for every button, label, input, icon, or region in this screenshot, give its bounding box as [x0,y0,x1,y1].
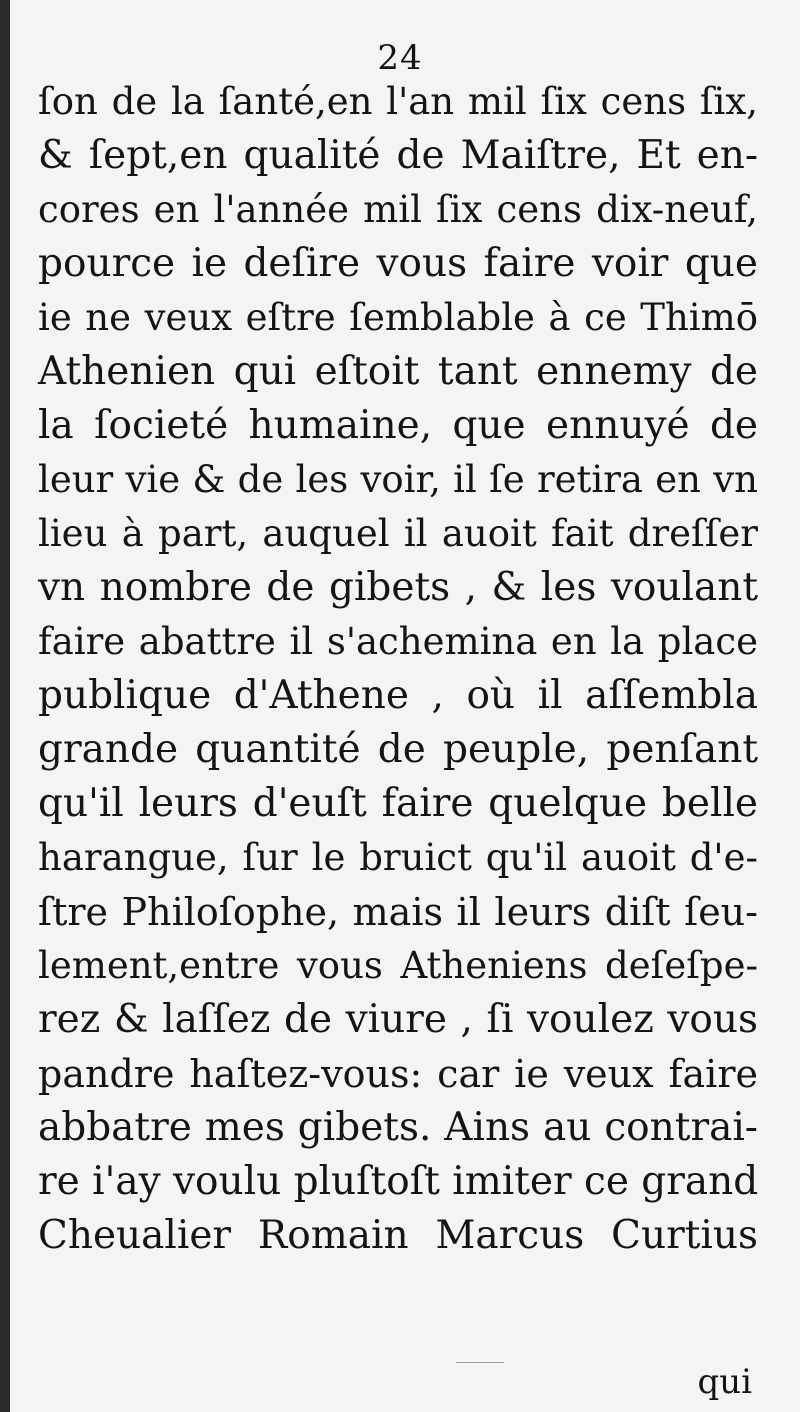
page-edge-shadow [0,0,10,1412]
text-line: leur vie & de les voir, il ſe retira en vn [38,458,758,501]
text-line: publique d'Athene , où il aſſembla [38,673,758,718]
body-text [38,75,758,1263]
text-line: faire abattre il s'achemina en la place [38,620,758,663]
text-line: lement,entre vous Atheniens deſeſpe- [38,944,758,987]
text-line: cores en l'année mil ſix cens dix-neuf, [38,188,758,231]
text-line: & ſept,en qualité de Maiſtre, Et en- [38,133,758,178]
text-line: vn nombre de gibets , & les voulant [38,565,758,610]
text-line: Athenien qui eſtoit tant ennemy de [38,349,758,394]
text-line: ſon de la ſanté,en l'an mil ſix cens ſix, [38,80,758,123]
text-line: Cheualier Romain Marcus Curtius [38,1213,758,1258]
text-line: la ſocieté humaine, que ennuyé de [38,403,758,448]
text-line: harangue, ſur le bruict qu'il auoit d'e- [38,836,758,879]
text-line: pandre haſtez-vous: car ie veux faire [38,1052,758,1096]
footer-rule [456,1362,504,1363]
text-line: qu'il leurs d'euſt faire quelque belle [38,781,758,826]
text-line: ie ne veux eſtre ſemblable à ce Thimō [38,296,758,339]
catchword: qui [697,1362,752,1402]
text-line: ſtre Philoſophe, mais il leurs diſt ſeu- [38,890,758,934]
text-line: rez & laſſez de viure , ſi voulez vous [38,997,758,1042]
text-line: grande quantité de peuple, penſant [38,727,758,772]
text-line: pource ie deſire vous faire voir que [38,241,758,286]
text-line: lieu à part, auquel il auoit fait dreſſer [38,512,758,555]
page-number: 24 [377,38,423,78]
text-line: re i'ay voulu pluſtoſt imiter ce grand [38,1159,759,1204]
text-line: abbatre mes gibets. Ains au contrai- [38,1105,758,1150]
